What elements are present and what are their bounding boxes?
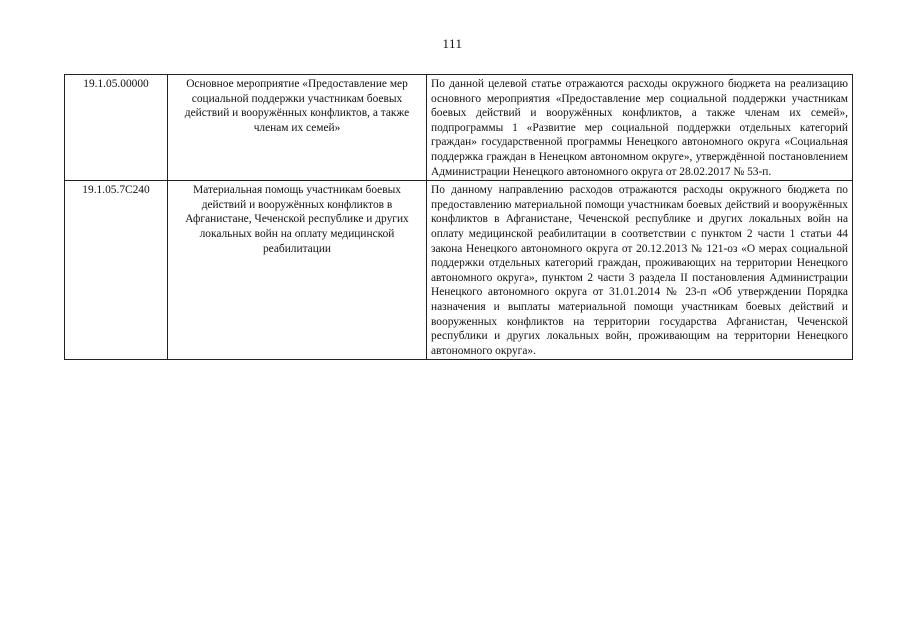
budget-classification-table (64, 74, 853, 360)
row-code: 19.1.05.00000 (65, 75, 168, 181)
row-code: 19.1.05.7С240 (65, 181, 168, 360)
page-number: 111 (442, 36, 463, 51)
table-row (65, 181, 853, 360)
row-description-cell (427, 181, 853, 360)
row-description: По данному направлению расходов отражаются расходы окружного бюджета по предоставлению материальной помощи участникам боевых действий и вооружённых конфликтов в Афганистане, Чеченской республике и других локальных войн на оплату медицинской реабилитации в соответствии с пунктом 2 части 1 статьи 44 закона Ненецкого автономного округа от 20.12.2013 № 121-оз «О мерах социальной поддержки отдельных категорий граждан, проживающих на территории Ненецкого автономного округа», пунктом 2 части 3 раздела II постановления Администрации Ненецкого автономного округа от 31.01.2014 № 23-п «Об утверждении Порядка назначения и выплаты материальной помощи участникам боевых действий и вооруженных конфликтов на территории государства Афганистан, Чеченской республики и других локальных войн, проживающим на территории Ненецкого автономного округа». (431, 184, 848, 357)
row-name: Основное мероприятие «Предоставление мер социальной поддержки участникам боевых действий и вооружённых конфликтов, а также членам их семей» (168, 75, 427, 181)
table-row (65, 75, 853, 181)
row-description-cell (427, 75, 853, 181)
row-name: Материальная помощь участникам боевых действий и вооружённых конфликтов в Афганистане, Чеченской республике и других локальных войн на оплату медицинской реабилитации (168, 181, 427, 360)
row-description: По данной целевой статье отражаются расходы окружного бюджета на реализацию основного мероприятия «Предоставление мер социальной поддержки участникам боевых действий и вооружённых конфликтов, а также членам их семей», подпрограммы 1 «Развитие мер социальной поддержки отдельных категорий граждан» государственной программы Ненецкого автономного округа «Социальная поддержка граждан в Ненецком автономном округе», утверждённой постановлением Администрации Ненецкого автономного округа от 28.02.2017 № 53-п. (431, 78, 848, 178)
